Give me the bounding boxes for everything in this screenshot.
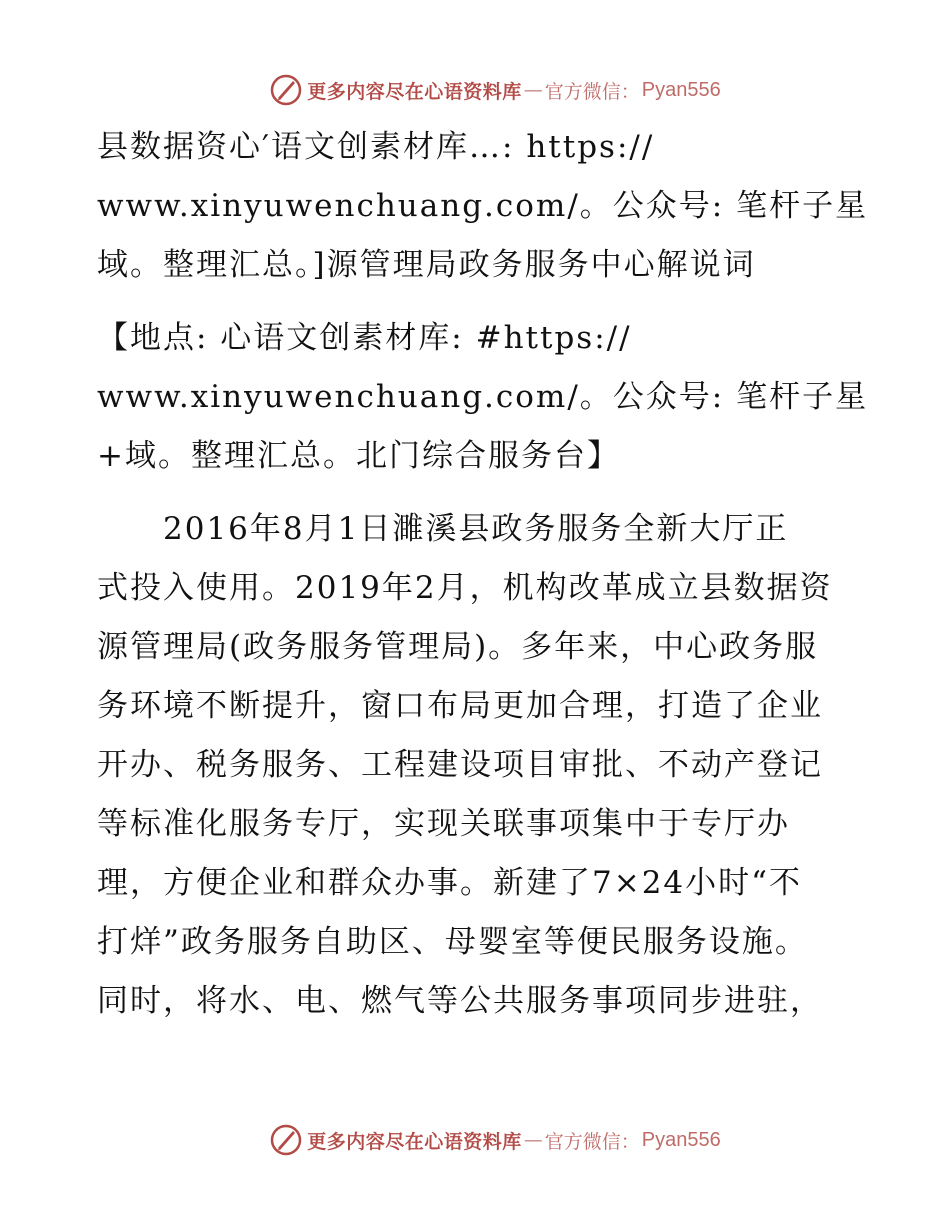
brand-separator: — — [523, 79, 543, 101]
body-line: 同时，将水、电、燃气等公共服务事项同步进驻， — [97, 983, 823, 1019]
quill-logo-icon — [269, 1123, 303, 1157]
body-line: 2016年8月1日濉溪县政务服务全新大厅正 — [97, 511, 789, 547]
body-line: 务环境不断提升，窗口布局更加合理，打造了企业 — [97, 688, 823, 724]
wechat-id: Pyan556 — [641, 78, 721, 101]
body-line: 县数据资心′语文创素材库…: https:// — [97, 129, 655, 165]
body-line: 域。整理汇总。]源管理局政务服务中心解说词 — [97, 247, 756, 283]
wechat-label: 官方微信： — [544, 80, 640, 103]
header-brand-bar — [0, 70, 950, 110]
brand-group — [269, 73, 721, 107]
body-line: 等标准化服务专厅，实现关联事项集中于专厅办 — [97, 806, 790, 842]
body-line: www.xinyuwenchuang.com/。公众号: 笔杆子星 — [97, 379, 869, 415]
body-line: 源管理局(政务服务管理局)。多年来，中心政务服 — [97, 629, 819, 665]
body-line: 式投入使用。2019年2月，机构改革成立县数据资 — [97, 570, 833, 606]
brand-group — [269, 1123, 721, 1157]
brand-name: 更多内容尽在心语资料库 — [307, 80, 522, 103]
footer-brand-bar — [0, 1120, 950, 1160]
wechat-label: 官方微信： — [544, 1130, 640, 1153]
wechat-id: Pyan556 — [641, 1128, 721, 1151]
body-line: 【地点: 心语文创素材库: #https:// — [97, 320, 632, 356]
quill-logo-icon — [269, 73, 303, 107]
brand-separator: — — [523, 1129, 543, 1151]
body-line: www.xinyuwenchuang.com/。公众号: 笔杆子星 — [97, 188, 869, 224]
body-line: +域。整理汇总。北门综合服务台】 — [97, 438, 620, 474]
body-line: 开办、税务服务、工程建设项目审批、不动产登记 — [97, 747, 823, 783]
body-line: 打烊”政务服务自助区、母婴室等便民服务设施。 — [97, 924, 808, 960]
body-line: 理，方便企业和群众办事。新建了7×24小时“不 — [97, 865, 802, 901]
brand-name: 更多内容尽在心语资料库 — [307, 1130, 522, 1153]
